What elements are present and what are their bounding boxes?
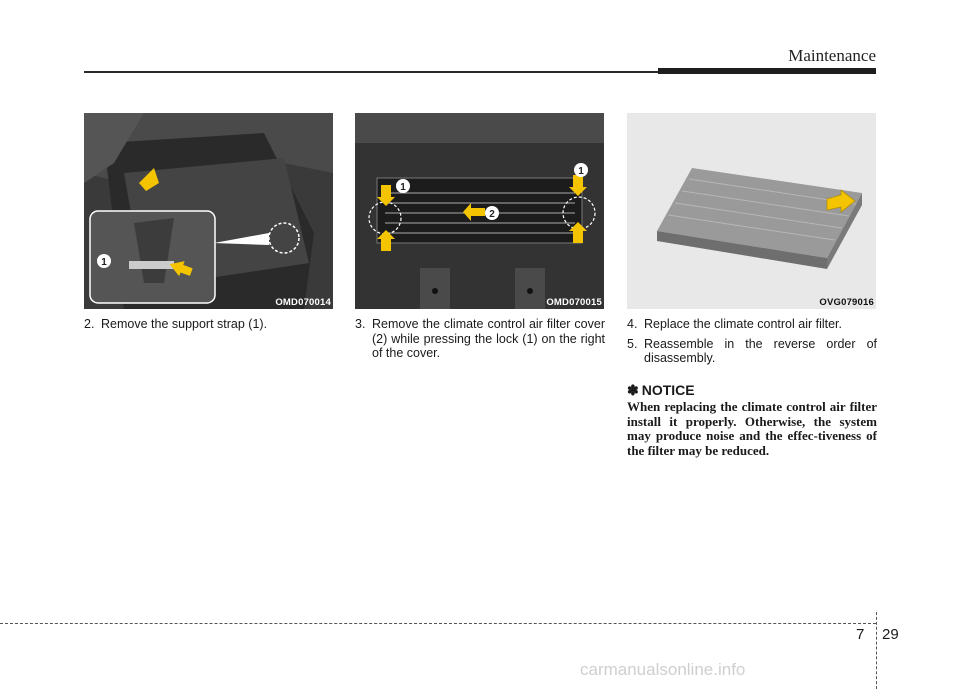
column-2-text [355, 317, 605, 361]
step-text: Replace the climate control air filter. [644, 317, 843, 331]
header-rule-thick [658, 68, 876, 74]
air-filter-illustration [627, 113, 876, 309]
figure2-callout-cover: 2 [489, 209, 495, 220]
step-3 [355, 317, 605, 361]
notice-body: When replacing the climate control air filter install it properly. Otherwise, the system may produce noise and the effec-tiveness of the filter may be reduced. [627, 399, 877, 458]
figure-code: OVG079016 [819, 297, 874, 308]
header-rule-thin [84, 71, 658, 73]
figure1-callout-1: 1 [101, 257, 107, 268]
step-text: Remove the climate control air filter cover (2) while pressing the lock (1) on the right of the cover. [372, 317, 605, 361]
watermark-text: carmanualsonline.info [580, 660, 746, 679]
figure-filter-cover [355, 113, 604, 309]
filter-cover-illustration [355, 113, 604, 309]
notice-title: NOTICE [641, 381, 695, 398]
figure-support-strap [84, 113, 333, 309]
figure-air-filter [627, 113, 876, 309]
step-5 [627, 337, 877, 366]
step-text: Reassemble in the reverse order of disassembly. [644, 336, 877, 366]
step-2 [84, 317, 334, 332]
support-strap-illustration [84, 113, 333, 309]
notice-symbol-icon: ✽ [627, 381, 639, 398]
step-number: 5. [627, 336, 638, 351]
step-text: Remove the support strap (1). [101, 317, 268, 331]
chapter-number: 7 [856, 626, 865, 643]
figure-code: OMD070015 [546, 297, 602, 308]
column-3-text [627, 317, 877, 458]
step-4 [627, 317, 877, 332]
page-number: 29 [882, 626, 899, 643]
figure2-callout-lock-left: 1 [400, 182, 406, 193]
footer-divider [876, 612, 877, 689]
step-number: 2. [84, 317, 95, 331]
footer-rule [0, 623, 876, 624]
figure-code: OMD070014 [275, 297, 331, 308]
step-number: 3. [355, 317, 366, 331]
column-1-text [84, 317, 334, 332]
step-number: 4. [627, 317, 638, 331]
notice-heading [627, 383, 877, 398]
figure2-callout-lock-right: 1 [578, 166, 584, 177]
section-title: Maintenance [788, 46, 876, 65]
